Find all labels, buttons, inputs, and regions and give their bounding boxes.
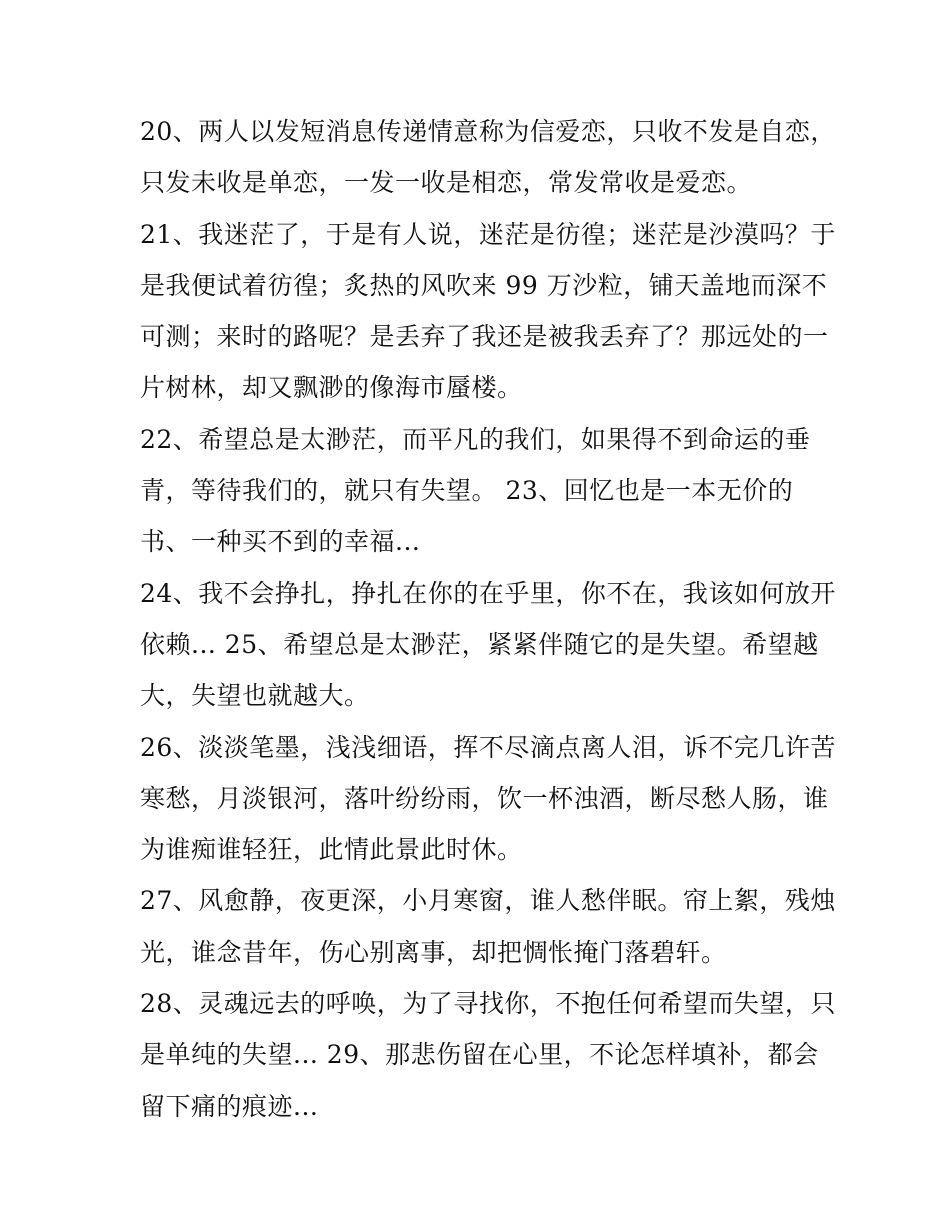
text-line: 可测；来时的路呢？是丢弃了我还是被我丢弃了？那远处的一 [140, 322, 829, 352]
text-line: 20、两人以发短消息传递情意称为信爱恋，只收不发是自恋， [140, 117, 836, 146]
text-line: 是单纯的失望... 29、那悲伤留在心里，不论怎样填补，都会 [140, 1040, 819, 1070]
text-line: 青，等待我们的，就只有失望。 23、回忆也是一本无价的 [140, 476, 794, 506]
text-line: 21、我迷茫了，于是有人说，迷茫是彷徨；迷茫是沙漠吗？于 [140, 219, 836, 249]
text-line: 24、我不会挣扎，挣扎在你的在乎里，你不在，我该如何放开 [140, 578, 836, 608]
text-line: 寒愁，月淡银河，落叶纷纷雨，饮一杯浊酒，断尽愁人肠，谁 [140, 783, 829, 813]
text-line: 光，谁念昔年，伤心别离事，却把惆怅掩门落碧轩。 [140, 937, 727, 967]
body-text [140, 106, 836, 1132]
text-line: 书、一种买不到的幸福... [140, 527, 421, 557]
text-line: 26、淡淡笔墨，浅浅细语，挥不尽滴点离人泪，诉不完几许苦 [140, 732, 836, 762]
text-line: 留下痛的痕迹... [140, 1091, 319, 1121]
text-line: 片树林，却又飘渺的像海市蜃楼。 [140, 373, 523, 403]
text-line: 依赖... 25、希望总是太渺茫，紧紧伴随它的是失望。希望越 [140, 629, 819, 659]
text-line: 大，失望也就越大。 [140, 681, 370, 711]
text-line: 是我便试着彷徨；炙热的风吹来 99 万沙粒，铺天盖地而深不 [140, 270, 828, 300]
text-line: 为谁痴谁轻狂，此情此景此时休。 [140, 835, 523, 865]
text-line: 27、风愈静，夜更深，小月寒窗，谁人愁伴眠。帘上絮，残烛 [140, 886, 836, 916]
text-line: 只发未收是单恋，一发一收是相恋，常发常收是爱恋。 [140, 168, 753, 198]
text-line: 22、希望总是太渺茫，而平凡的我们，如果得不到命运的垂 [140, 424, 811, 454]
text-line: 28、灵魂远去的呼唤，为了寻找你，不抱任何希望而失望，只 [140, 989, 836, 1019]
